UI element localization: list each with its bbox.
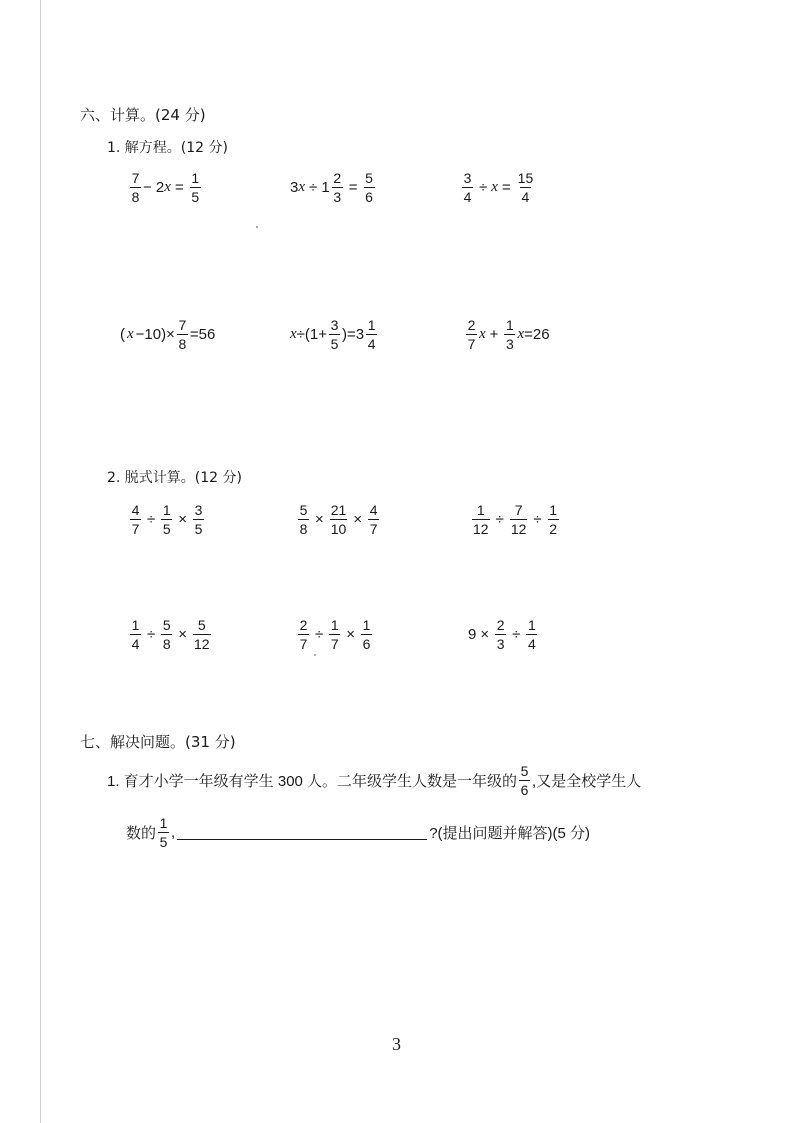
expression-6: 9 × $\frac{2}{3}$ ÷ $\frac{1}{4}$ xyxy=(468,616,536,652)
fraction: $\frac{5}{6}$ xyxy=(365,169,373,205)
section-6-heading: 六、计算。(24 分) xyxy=(80,106,206,124)
fraction: $\frac{1}{5}$ xyxy=(191,169,200,205)
fraction: $\frac{1}{5}$ xyxy=(159,814,168,850)
page-margin-line xyxy=(40,0,41,1123)
equation-3: $\frac{3}{4}$ ÷ x = $\frac{15}{4}$ xyxy=(463,169,534,205)
fraction: $\frac{5}{6}$ xyxy=(520,762,529,798)
fraction: $\frac{1}{4}$ xyxy=(367,316,376,352)
expression-4: $\frac{1}{4}$ ÷ $\frac{5}{8}$ × $\frac{5}{12}$ xyxy=(131,616,210,652)
page-number: 3 xyxy=(392,1034,401,1054)
fraction: $\frac{3}{4}$ xyxy=(463,169,472,205)
expression-1: $\frac{4}{7}$ ÷ $\frac{1}{5}$ × $\frac{3}{5}$ xyxy=(131,501,203,537)
fraction: $\frac{7}{8}$ xyxy=(178,316,187,352)
fraction: $\frac{2}{7}$ xyxy=(467,316,476,352)
fraction: $\frac{7}{8}$ xyxy=(131,169,140,205)
problem-1-line-1: 1. 育才小学一年级有学生 300 人。二年级学生人数是一年级的 $\frac{5}{6}$ ,又是全校学生人 xyxy=(107,762,642,798)
equation-6: $\frac{2}{7}$ x + $\frac{1}{3}$ x =26 xyxy=(467,316,550,352)
equation-4: ( x −10)× $\frac{7}{8}$ =56 xyxy=(120,316,216,352)
scan-speck xyxy=(314,654,316,656)
q1-title: 1. 解方程。(12 分) xyxy=(107,140,228,156)
equation-5: x ÷(1+ $\frac{3}{5}$ )=3 $\frac{1}{4}$ xyxy=(290,316,376,352)
expression-5: $\frac{2}{7}$ ÷ $\frac{1}{7}$ × $\frac{1}{6}$ xyxy=(299,616,371,652)
expression-2: $\frac{5}{8}$ × $\frac{21}{10}$ × $\frac{4}{7}$ xyxy=(299,501,378,537)
equation-1: $\frac{7}{8}$ − 2 x = $\frac{1}{5}$ xyxy=(131,169,200,205)
equation-2: 3 x ÷ 1 $\frac{2}{3}$ = $\frac{5}{6}$ xyxy=(290,169,373,205)
fraction: $\frac{15}{4}$ xyxy=(517,169,534,205)
section-7-heading: 七、解决问题。(31 分) xyxy=(80,733,236,751)
expression-3: $\frac{1}{12}$ ÷ $\frac{7}{12}$ ÷ $\frac{1}{2}$ xyxy=(473,501,558,537)
fraction: $\frac{2}{3}$ xyxy=(333,169,342,205)
fraction: $\frac{3}{5}$ xyxy=(330,316,339,352)
answer-blank[interactable] xyxy=(177,825,427,840)
q2-title: 2. 脱式计算。(12 分) xyxy=(107,470,242,486)
problem-1-line-2: 数的 $\frac{1}{5}$ , ?(提出问题并解答)(5 分) xyxy=(126,814,591,850)
fraction: $\frac{1}{3}$ xyxy=(506,316,514,352)
scan-speck xyxy=(256,226,258,228)
